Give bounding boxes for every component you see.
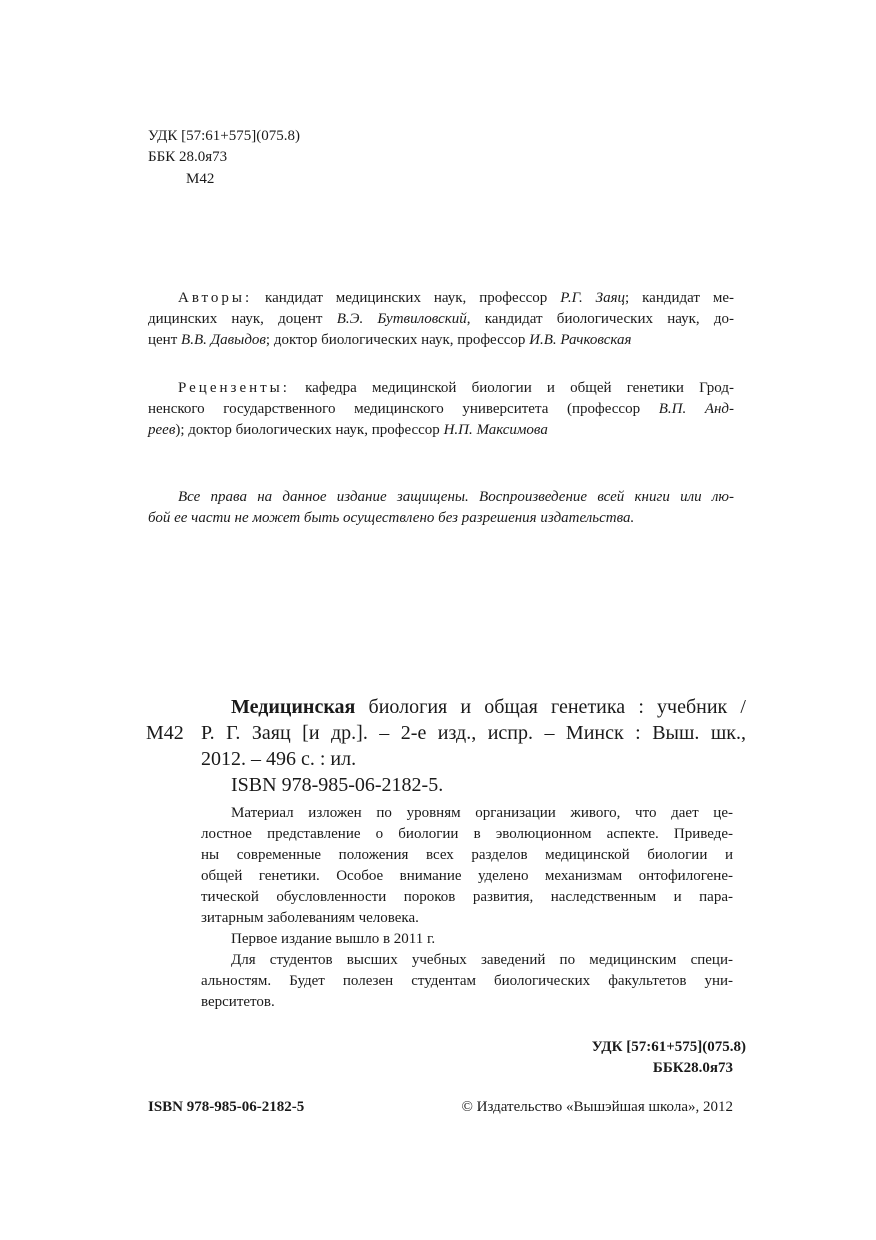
catalog-line-2: Р. Г. Заяц [и др.]. – 2-е изд., испр. – Минск : Выш. шк., (201, 722, 746, 744)
authors-line-3: цент В.В. Давыдов; доктор биологических наук, профессор И.В. Рачковская (148, 332, 632, 348)
authors-line-2: дицинских наук, доцент В.Э. Бутвиловский, кандидат биологических наук, до- (148, 311, 734, 327)
catalog-entry (201, 694, 746, 798)
udk-footer: УДК [57:61+575](075.8) (591, 1039, 746, 1055)
copyright-notice: © Издательство «Вышэйшая школа», 2012 (461, 1099, 733, 1115)
catalog-line-1: Медицинская биология и общая генетика : учебник / (231, 696, 746, 718)
udk-header: УДК [57:61+575](075.8) (148, 128, 300, 144)
annotation-line: ны современные положения всех разделов медицинской биологии и (201, 847, 733, 863)
rights-line-2: бой ее части не может быть осуществлено без разрешения издательства. (148, 510, 635, 526)
bbk-footer: ББК28.0я73 (652, 1060, 733, 1076)
audience-line: Для студентов высших учебных заведений по медицинским специ- (231, 952, 733, 968)
author-code-header: М42 (186, 171, 215, 187)
annotation-line: Материал изложен по уровням организации живого, что дает це- (231, 805, 733, 821)
annotation-line: лостное представление о биологии в эволюционном аспекте. Приведе- (201, 826, 733, 842)
authors-block (148, 288, 734, 351)
isbn-footer: ISBN 978-985-06-2182-5 (148, 1099, 305, 1115)
bbk-header: ББК 28.0я73 (148, 149, 228, 165)
catalog-code: М42 (146, 722, 184, 744)
audience-line: верситетов. (201, 994, 275, 1010)
catalog-line-3: 2012. – 496 с. : ил. (201, 748, 357, 770)
annotation-line: тической обусловленности пороков развития, наследственным и пара- (201, 889, 733, 905)
reviewers-line-3: реев); доктор биологических наук, профессор Н.П. Максимова (148, 422, 548, 438)
audience-line: альностям. Будет полезен студентам биологических факультетов уни- (201, 973, 733, 989)
annotation (201, 803, 733, 1013)
annotation-line: общей генетики. Особое внимание уделено механизмам онтофилогене- (201, 868, 733, 884)
rights-line-1: Все права на данное издание защищены. Воспроизведение всей книги или лю- (178, 489, 734, 505)
first-edition-note: Первое издание вышло в 2011 г. (231, 931, 436, 947)
rights-notice (148, 487, 734, 529)
reviewers-block (148, 378, 734, 441)
authors-line-1: Авторы: кандидат медицинских наук, профессор Р.Г. Заяц; кандидат ме- (178, 290, 734, 306)
reviewers-line-1: Рецензенты: кафедра медицинской биологии и общей генетики Грод- (178, 380, 734, 396)
annotation-line: зитарным заболеваниям человека. (201, 910, 419, 926)
reviewers-line-2: ненского государственного медицинского университета (профессор В.П. Анд- (148, 401, 735, 417)
catalog-isbn: ISBN 978-985-06-2182-5. (231, 774, 444, 796)
